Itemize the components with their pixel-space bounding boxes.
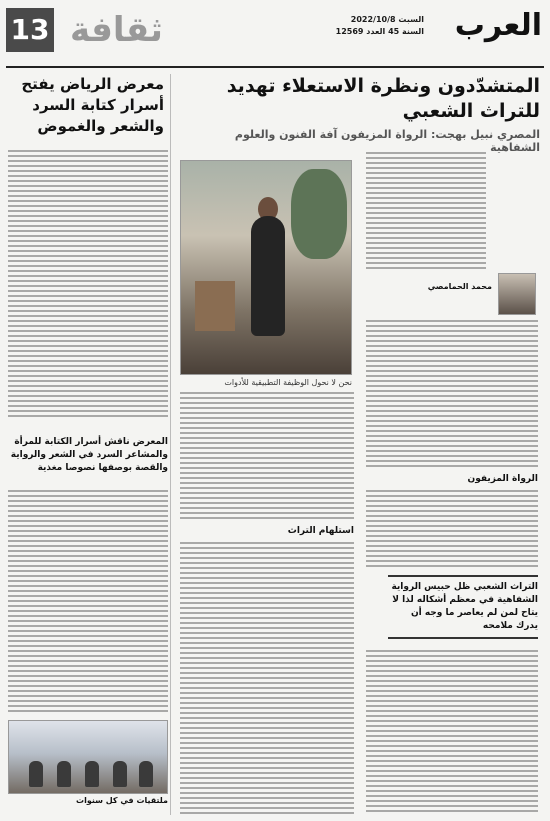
masthead	[6, 6, 544, 68]
issue-line: السنة 45 العدد 12569	[335, 27, 424, 36]
photo-figure	[85, 761, 99, 787]
photo-figure	[29, 761, 43, 787]
subhead-fake-narrators: الرواة المزيفون	[467, 474, 538, 484]
main-photo-caption: نحن لا نحول الوظيفة التطبيقية للأدوات	[224, 378, 352, 387]
main-photo	[180, 160, 352, 375]
date-line: السبت 2022/10/8	[350, 15, 424, 24]
photo-tree	[291, 169, 347, 259]
side-headline: معرض الرياض يفتح أسرار كتابة السرد والشعر والغموض	[21, 75, 164, 135]
photo-figure	[57, 761, 71, 787]
subhead-heritage: استلهام التراث	[287, 526, 354, 536]
pull-quote: التراث الشعبي ظل حبيس الرواية الشفاهية في معظم أشكاله لذا لا يتاح لمن لم يعاصر ما وجه أن يدرك ملامحه	[388, 575, 538, 639]
column-text-middle	[180, 392, 354, 522]
photo-chair	[195, 281, 235, 331]
main-headline: المتشدّدون ونظرة الاستعلاء تهديد للتراث الشعبي	[226, 75, 540, 122]
date-info	[336, 14, 424, 38]
newspaper-logo: العرب	[454, 8, 542, 43]
section-title: ثقافة	[70, 10, 163, 50]
writer-name: محمد الحمامصي	[427, 282, 492, 291]
photo-person	[251, 216, 285, 336]
lead-text-block	[366, 152, 486, 270]
writer-photo	[498, 273, 536, 315]
photo-figure	[113, 761, 127, 787]
side-text-1	[8, 150, 168, 420]
column-text-right	[366, 320, 538, 470]
column-text-right-3	[366, 650, 538, 815]
side-photo-caption: ملتقيات في كل سنوات	[76, 796, 168, 805]
page-number: 13	[6, 8, 54, 52]
side-pull-quote: المعرض ناقش أسرار الكتابة للمرأة والمشاعر السرد في الشعر والرواية والقصة بوصفها نصوصا مغذية	[10, 437, 168, 473]
side-text-2	[8, 490, 168, 715]
column-text-right-2	[366, 490, 538, 570]
main-subhead: المصري نبيل بهجت: الرواة المزيفون آفة الفنون والعلوم الشفاهية	[234, 128, 540, 154]
photo-figure	[139, 761, 153, 787]
side-photo	[8, 720, 168, 794]
column-text-middle-2	[180, 542, 354, 815]
